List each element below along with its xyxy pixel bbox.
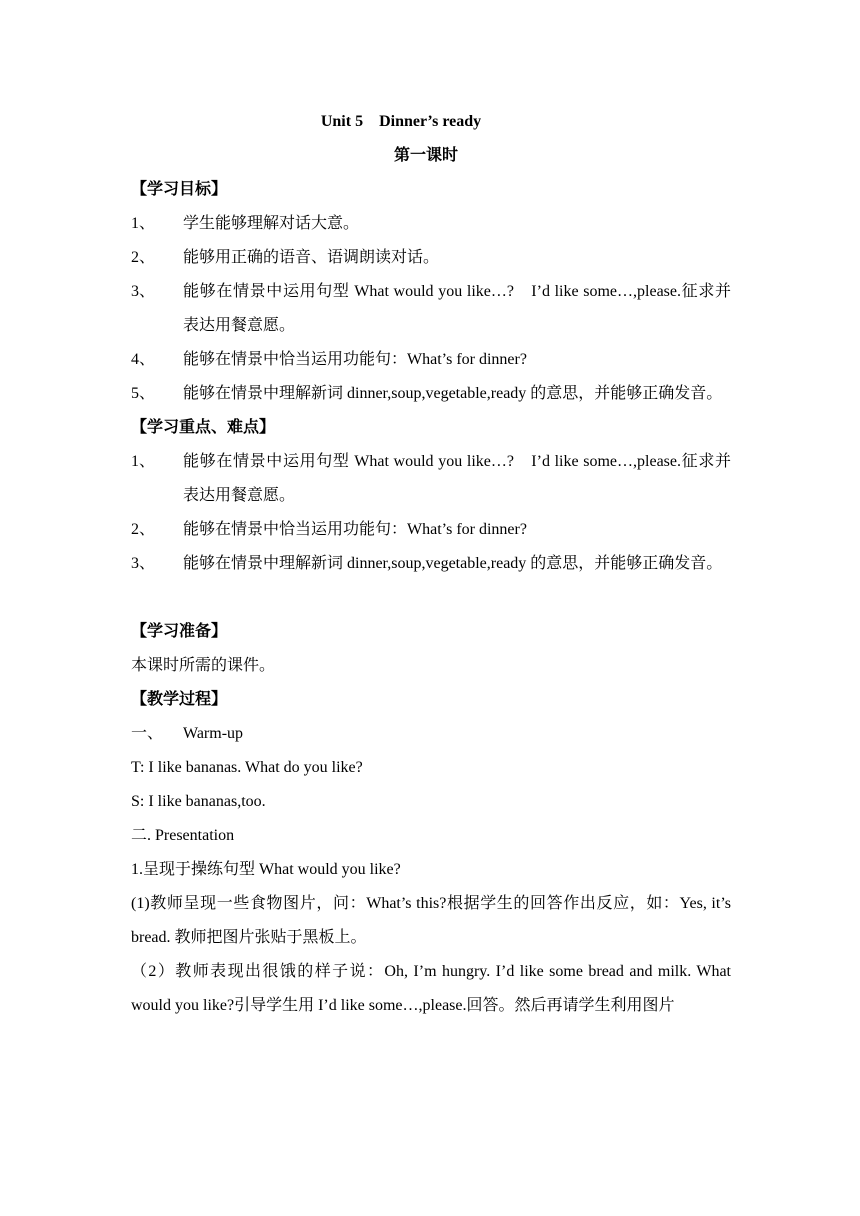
item-number: 2、 <box>131 249 156 266</box>
item-number: 4、 <box>131 351 156 368</box>
teacher-line: T: I like bananas. What do you like? <box>131 759 363 776</box>
item-text: 能够在情景中恰当运用功能句：What’s for dinner? <box>183 521 527 538</box>
objectives-heading: 【学习目标】 <box>131 181 228 198</box>
paragraph-1: (1)教师呈现一些食物图片，问：What’s this?根据学生的回答作出反应，如：Yes, it’s bread. 教师把图片张贴于黑板上。 <box>131 895 731 946</box>
list-item <box>131 547 731 581</box>
preparation-text: 本课时所需的课件。 <box>131 657 276 674</box>
item-number: 3、 <box>131 283 156 300</box>
list-item <box>131 241 731 275</box>
item-text: 能够在情景中运用句型 What would you like…? I’d like some…,please.征求并表达用餐意愿。 <box>183 283 731 334</box>
document-title: Unit 5 Dinner’s ready <box>320 113 482 130</box>
spacer <box>131 581 731 615</box>
document-page <box>131 105 731 1023</box>
lesson-subtitle: 第一课时 <box>393 147 458 164</box>
item-number: 3、 <box>131 555 156 572</box>
item-text: 能够在情景中理解新词 dinner,soup,vegetable,ready 的意思，并能够正确发音。 <box>183 385 723 402</box>
key-points-heading: 【学习重点、难点】 <box>131 419 276 436</box>
list-item <box>131 377 731 411</box>
list-item <box>131 513 731 547</box>
item-number: 1、 <box>131 453 156 470</box>
warmup-line <box>131 717 731 751</box>
item-number: 5、 <box>131 385 156 402</box>
preparation-heading: 【学习准备】 <box>131 623 228 640</box>
paragraph-2: （2）教师表现出很饿的样子说：Oh, I’m hungry. I’d like some bread and milk. What would you like?引导学生用 I’d like some…,please.回答。然后再请学生利用图片 <box>131 963 731 1014</box>
list-item <box>131 445 731 513</box>
item-text: 能够在情景中理解新词 dinner,soup,vegetable,ready 的意思，并能够正确发音。 <box>183 555 723 572</box>
process-heading: 【教学过程】 <box>131 691 228 708</box>
item-number: 1、 <box>131 215 156 232</box>
presentation-heading: 二. Presentation <box>131 827 235 844</box>
list-item <box>131 207 731 241</box>
list-item <box>131 343 731 377</box>
warmup-label: Warm-up <box>183 725 244 742</box>
section-number: 一、 <box>131 725 164 742</box>
student-line: S: I like bananas,too. <box>131 793 266 810</box>
list-item <box>131 275 731 343</box>
item-text: 能够在情景中运用句型 What would you like…? I’d like some…,please.征求并表达用餐意愿。 <box>183 453 731 504</box>
item-text: 学生能够理解对话大意。 <box>183 215 360 232</box>
item-text: 能够在情景中恰当运用功能句：What’s for dinner? <box>183 351 527 368</box>
item-number: 2、 <box>131 521 156 538</box>
item-text: 能够用正确的语音、语调朗读对话。 <box>183 249 440 266</box>
step-1-heading: 1.呈现于操练句型 What would you like? <box>131 861 401 878</box>
